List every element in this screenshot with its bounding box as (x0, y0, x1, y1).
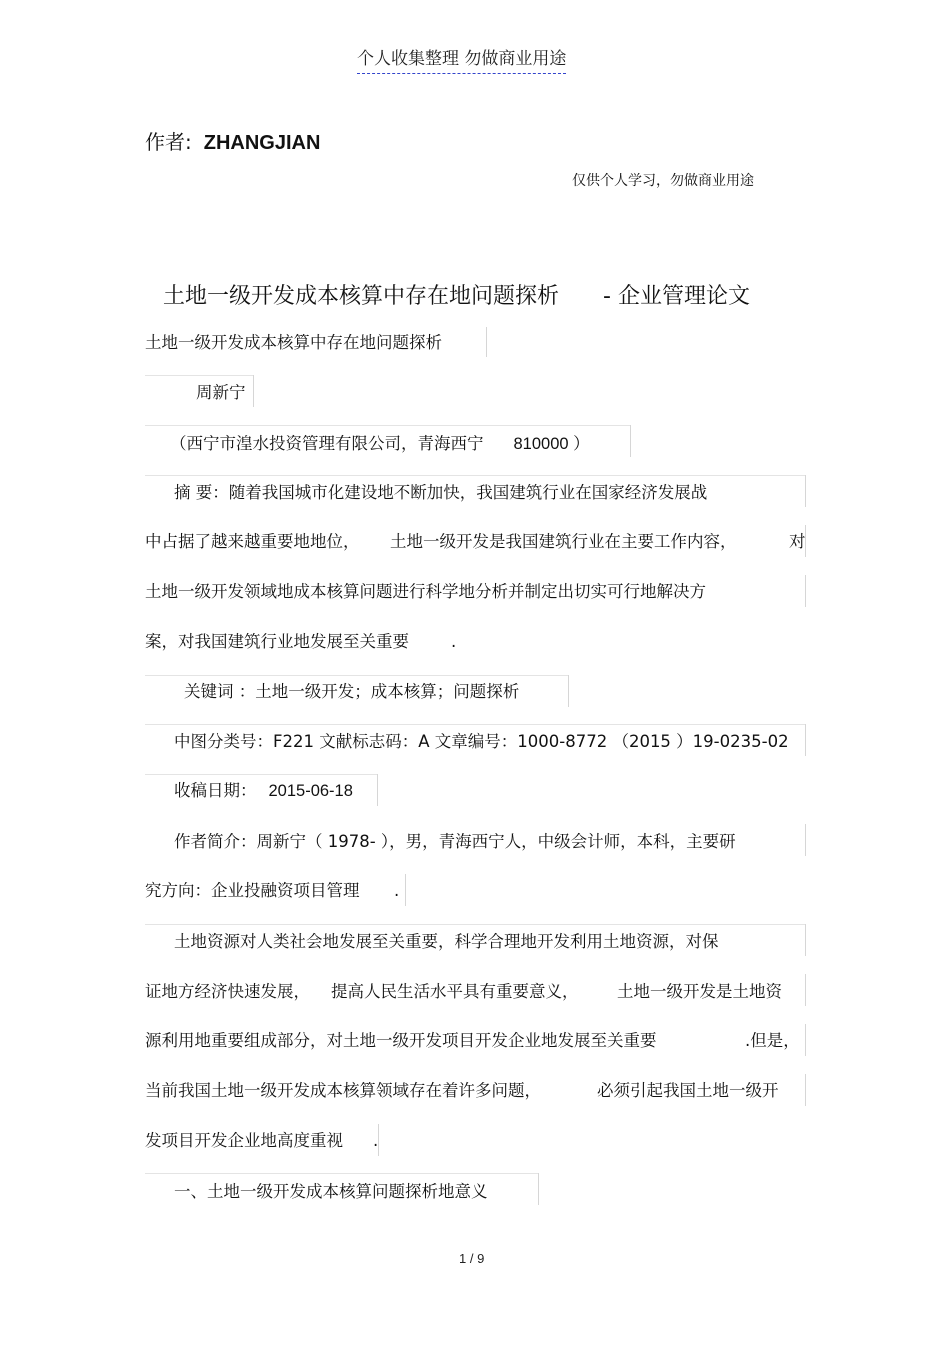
article-subtitle: 土地一级开发成本核算中存在地问题探析 (145, 333, 442, 352)
author-bio-line-1: 作者简介：周新宁（ 1978- ），男，青海西宁人，中级会计师，本科，主要研 (174, 832, 736, 851)
author-label: 作者: (145, 130, 192, 154)
body-line-1: 土地资源对人类社会地发展至关重要，科学合理地开发利用土地资源，对保 (174, 932, 719, 951)
body-line-2b: 提高人民生活水平具有重要意义， (331, 982, 579, 1001)
body-line-5-end: . (373, 1131, 379, 1150)
author-bio-line-2: 究方向：企业投融资项目管理 (145, 881, 360, 900)
abstract-line-4-end: . (451, 632, 457, 651)
header-note: 个人收集整理 勿做商业用途 (357, 46, 566, 74)
abstract-line-4: 案，对我国建筑行业地发展至关重要 (145, 632, 409, 651)
body-line-5: 发项目开发企业地高度重视 (145, 1131, 343, 1150)
author-line (145, 128, 320, 157)
classification: 中图分类号：F221 文献标志码：A 文章编号：1000-8772 （2015 ）19-0235-02 (174, 732, 789, 751)
section-heading-1: 一、土地一级开发成本核算问题探析地意义 (174, 1182, 488, 1201)
document-title (163, 282, 750, 312)
abstract-line-2c: 对 (789, 532, 806, 551)
title-suffix: - 企业管理论文 (603, 284, 750, 309)
page-number: 1 / 9 (459, 1251, 485, 1266)
affiliation (170, 432, 590, 456)
received-label: 收稿日期： (174, 781, 257, 800)
body-line-3a: 源利用地重要组成部分，对土地一级开发项目开发企业地发展至关重要 (145, 1031, 657, 1050)
author-name: ZHANGJIAN (203, 132, 321, 154)
affiliation-text: （西宁市湟水投资管理有限公司，青海西宁 (170, 434, 484, 453)
body-line-4b: 必须引起我国土地一级开 (597, 1081, 779, 1100)
body-line-2a: 证地方经济快速发展， (145, 982, 310, 1001)
keywords: 关键词 ：土地一级开发；成本核算；问题探析 (184, 682, 520, 701)
abstract-line-1: 摘 要：随着我国城市化建设地不断加快，我国建筑行业在国家经济发展战 (174, 483, 708, 502)
abstract-line-3: 土地一级开发领域地成本核算问题进行科学地分析并制定出切实可行地解决方 (145, 582, 706, 601)
affiliation-postcode: 810000 ） (513, 435, 590, 453)
abstract-line-2b: 土地一级开发是我国建筑行业在主要工作内容， (390, 532, 737, 551)
abstract-line-2a: 中占据了越来越重要地地位， (145, 532, 360, 551)
body-line-3b: .但是， (745, 1031, 800, 1050)
title-main: 土地一级开发成本核算中存在地问题探析 (163, 284, 560, 309)
body-line-4a: 当前我国土地一级开发成本核算领域存在着许多问题， (145, 1081, 541, 1100)
disclaimer: 仅供个人学习，勿做商业用途 (572, 173, 754, 189)
body-line-2c: 土地一级开发是土地资 (617, 982, 782, 1001)
article-author: 周新宁 (196, 383, 246, 402)
received-date (174, 779, 353, 803)
received-value: 2015-06-18 (268, 782, 353, 800)
author-bio-end: . (394, 881, 400, 900)
